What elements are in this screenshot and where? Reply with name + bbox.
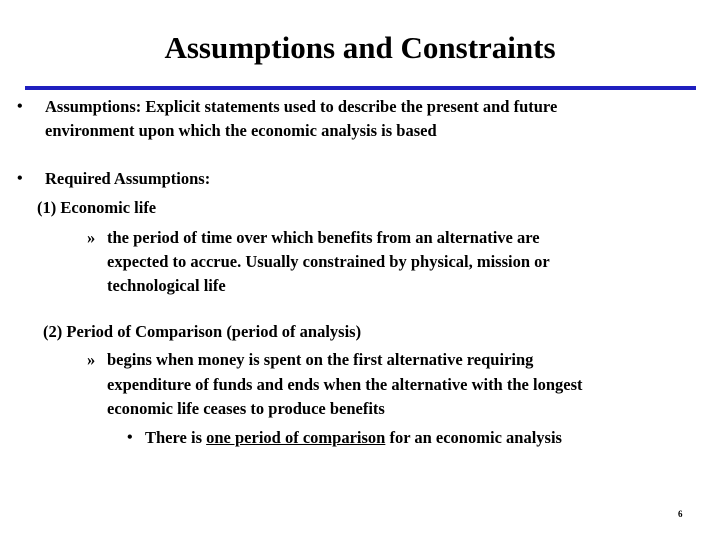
slide-title: Assumptions and Constraints	[164, 30, 556, 65]
economic-life-detail-line1: the period of time over which benefits from an alternative are	[107, 228, 540, 247]
economic-life-detail-line3: technological life	[107, 276, 226, 295]
bullet-marker: •	[127, 429, 133, 446]
note-prefix: There is	[145, 428, 207, 447]
period-of-comparison-detail-line1: begins when money is spent on the first alternative requiring	[107, 350, 534, 369]
period-of-comparison-detail-line2: expenditure of funds and ends when the alternative with the longest	[107, 375, 583, 394]
bullet-marker: •	[17, 170, 23, 187]
required-assumptions-heading: Required Assumptions:	[45, 169, 211, 188]
economic-life-detail-line2: expected to accrue. Usually constrained by physical, mission or	[107, 252, 550, 271]
assumptions-text-line1: Assumptions: Explicit statements used to describe the present and future	[45, 97, 558, 116]
note-suffix: for an economic analysis	[385, 428, 562, 447]
assumptions-text-line2: environment upon which the economic analysis is based	[45, 121, 437, 140]
economic-life-label: (1) Economic life	[37, 198, 157, 217]
sub-bullet-marker: »	[87, 228, 96, 247]
title-divider	[25, 86, 696, 90]
period-of-comparison-label: (2) Period of Comparison (period of analysis)	[43, 322, 362, 341]
sub-bullet-marker: »	[87, 350, 96, 369]
note-underlined-phrase: one period of comparison	[206, 428, 386, 447]
bullet-marker: •	[17, 98, 23, 115]
page-number: 6	[678, 509, 683, 519]
period-of-comparison-detail-line3: economic life ceases to produce benefits	[107, 399, 385, 418]
one-period-note	[145, 426, 562, 450]
